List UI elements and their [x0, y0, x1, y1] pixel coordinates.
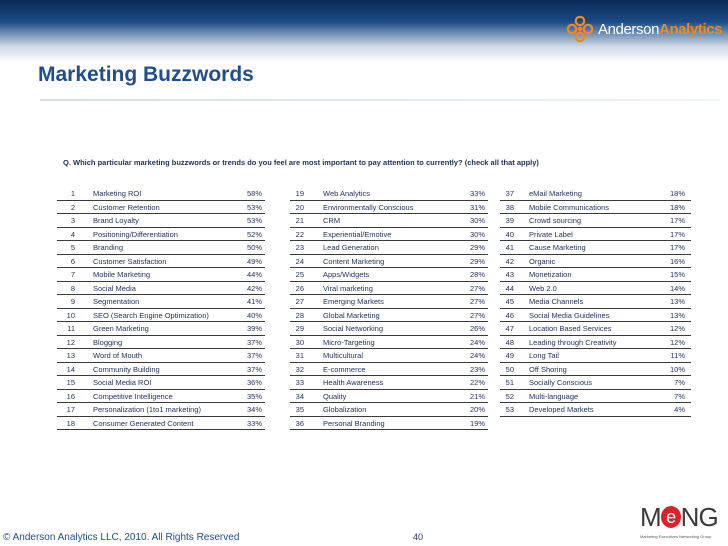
table-row	[290, 417, 488, 431]
buzzword-label: Global Marketing	[323, 310, 380, 320]
rank-number: 16	[66, 391, 75, 401]
buzzword-label: Personal Branding	[323, 418, 385, 428]
rank-number: 23	[295, 243, 304, 252]
buzzword-label: Web 2.0	[529, 283, 557, 293]
percentage-value: 4%	[674, 405, 685, 414]
percentage-value: 19%	[469, 418, 485, 428]
buzzword-label: Quality	[323, 391, 347, 401]
rank-number: 45	[505, 297, 514, 306]
table-row	[290, 201, 488, 215]
table-row	[57, 390, 265, 404]
buzzword-label: Media Channels	[529, 297, 584, 306]
buzzword-label: Branding	[93, 243, 124, 252]
table-row	[290, 214, 488, 228]
rank-number: 38	[505, 202, 514, 212]
buzzword-label: Web Analytics	[323, 189, 370, 198]
table-row	[290, 255, 488, 269]
rank-number: 24	[295, 256, 304, 266]
table-row	[57, 241, 265, 255]
percentage-value: 7%	[674, 391, 685, 401]
table-row	[57, 295, 265, 309]
buzzword-label: Apps/Widgets	[323, 270, 370, 279]
buzzword-label: Monetization	[529, 270, 572, 279]
table-row	[290, 295, 488, 309]
buzzword-label: Consumer Generated Content	[93, 418, 194, 428]
meng-wordmark: M e NG	[640, 502, 718, 532]
buzzword-label: SEO (Search Engine Optimization)	[93, 310, 209, 320]
rank-number: 34	[295, 391, 304, 401]
rank-number: 12	[66, 337, 75, 347]
rank-number: 11	[67, 324, 75, 333]
buzzword-label: Micro-Targeting	[323, 337, 375, 347]
buzzword-label: Segmentation	[93, 297, 140, 306]
table-row	[500, 201, 691, 215]
percentage-value: 13%	[669, 297, 685, 306]
buzzword-label: Customer Retention	[93, 202, 160, 212]
table-row	[500, 255, 691, 269]
table-row	[500, 268, 691, 282]
rank-number: 36	[295, 418, 304, 428]
buzzword-label: Private Label	[529, 229, 573, 239]
buzzword-label: Globalization	[323, 405, 367, 414]
table-row	[57, 187, 265, 201]
percentage-value: 7%	[674, 378, 685, 387]
table-row	[57, 201, 265, 215]
anderson-analytics-logo	[565, 12, 722, 46]
buzzword-label: Leading through Creativity	[529, 337, 617, 347]
page-number: 40	[413, 532, 424, 542]
buzzword-label: Developed Markets	[529, 405, 594, 414]
rank-number: 48	[505, 337, 514, 347]
buzzword-label: Viral marketing	[323, 283, 373, 293]
table-row	[500, 322, 691, 336]
percentage-value: 20%	[469, 405, 485, 414]
buzzword-label: Health Awareness	[323, 378, 384, 387]
percentage-value: 26%	[469, 324, 485, 333]
percentage-value: 40%	[246, 310, 262, 320]
percentage-value: 27%	[469, 310, 485, 320]
buzzword-label: Brand Loyalty	[93, 216, 139, 225]
percentage-value: 37%	[246, 364, 262, 374]
rank-number: 37	[505, 189, 514, 198]
rank-number: 30	[295, 337, 304, 347]
percentage-value: 12%	[669, 324, 685, 333]
table-row	[290, 376, 488, 390]
percentage-value: 31%	[469, 202, 485, 212]
table-row	[290, 241, 488, 255]
buzzword-label: Long Tail	[529, 351, 559, 360]
table-row	[290, 336, 488, 350]
buzzword-label: Blogging	[93, 337, 123, 347]
percentage-value: 12%	[669, 337, 685, 347]
rank-number: 31	[295, 351, 304, 360]
table-column-2	[290, 187, 488, 430]
buzzword-label: Personalization (1to1 marketing)	[93, 405, 201, 414]
percentage-value: 41%	[246, 297, 262, 306]
rank-number: 10	[66, 310, 75, 320]
percentage-value: 18%	[669, 202, 685, 212]
percentage-value: 17%	[669, 216, 685, 225]
buzzword-label: Organic	[529, 256, 556, 266]
table-row	[57, 268, 265, 282]
table-row	[500, 228, 691, 242]
table-row	[290, 403, 488, 417]
rank-number: 28	[295, 310, 304, 320]
rank-number: 25	[295, 270, 304, 279]
title-divider	[40, 99, 720, 101]
rank-number: 26	[295, 283, 304, 293]
rank-number: 40	[505, 229, 514, 239]
percentage-value: 35%	[246, 391, 262, 401]
logo-wordmark: AndersonAnalytics	[598, 20, 723, 38]
meng-e-icon: e	[661, 506, 681, 528]
buzzword-label: Competitive Intelligence	[93, 391, 173, 401]
rank-number: 29	[295, 324, 304, 333]
table-row	[57, 403, 265, 417]
buzzword-label: Environmentally Conscious	[323, 202, 414, 212]
buzzword-table	[57, 187, 691, 430]
page-title: Marketing Buzzwords	[38, 63, 254, 86]
percentage-value: 17%	[669, 243, 685, 252]
percentage-value: 15%	[669, 270, 685, 279]
rank-number: 53	[505, 405, 514, 414]
percentage-value: 27%	[469, 283, 485, 293]
table-row	[57, 417, 265, 431]
rank-number: 44	[505, 283, 514, 293]
buzzword-label: Experiential/Emotive	[323, 229, 392, 239]
percentage-value: 21%	[469, 391, 485, 401]
table-row	[290, 228, 488, 242]
flower-logo-icon	[565, 14, 595, 44]
percentage-value: 23%	[469, 364, 485, 374]
percentage-value: 33%	[469, 189, 485, 198]
rank-number: 49	[505, 351, 514, 360]
rank-number: 15	[66, 378, 75, 387]
percentage-value: 17%	[669, 229, 685, 239]
percentage-value: 28%	[469, 270, 485, 279]
table-column-1	[57, 187, 265, 430]
percentage-value: 52%	[246, 229, 262, 239]
rank-number: 21	[295, 216, 304, 225]
percentage-value: 34%	[246, 405, 262, 414]
percentage-value: 30%	[469, 229, 485, 239]
rank-number: 9	[70, 297, 75, 306]
percentage-value: 27%	[469, 297, 485, 306]
buzzword-label: E-commerce	[323, 364, 366, 374]
buzzword-label: eMail Marketing	[529, 189, 582, 198]
table-row	[290, 282, 488, 296]
rank-number: 8	[70, 283, 75, 293]
table-row	[57, 282, 265, 296]
table-row	[500, 390, 691, 404]
percentage-value: 53%	[246, 202, 262, 212]
rank-number: 22	[295, 229, 304, 239]
rank-number: 19	[295, 189, 304, 198]
table-row	[57, 309, 265, 323]
buzzword-label: Customer Satisfaction	[93, 256, 167, 266]
table-row	[500, 187, 691, 201]
table-column-3	[500, 187, 691, 430]
rank-number: 4	[70, 229, 75, 239]
percentage-value: 24%	[469, 337, 485, 347]
buzzword-label: Social Media Guidelines	[529, 310, 610, 320]
table-row	[57, 363, 265, 377]
buzzword-label: Content Marketing	[323, 256, 385, 266]
rank-number: 41	[505, 243, 514, 252]
rank-number: 7	[70, 270, 75, 279]
table-row	[57, 376, 265, 390]
rank-number: 13	[66, 351, 75, 360]
percentage-value: 24%	[469, 351, 485, 360]
rank-number: 32	[295, 364, 304, 374]
meng-tagline: Marketing Executives Networking Group	[640, 534, 712, 539]
table-row	[500, 336, 691, 350]
table-row	[500, 241, 691, 255]
percentage-value: 37%	[246, 337, 262, 347]
percentage-value: 13%	[669, 310, 685, 320]
buzzword-label: Social Media ROI	[93, 378, 152, 387]
rank-number: 27	[295, 297, 304, 306]
table-row	[290, 187, 488, 201]
percentage-value: 58%	[246, 189, 262, 198]
percentage-value: 44%	[246, 270, 262, 279]
table-row	[500, 214, 691, 228]
rank-number: 39	[505, 216, 514, 225]
buzzword-label: Word of Mouth	[93, 351, 143, 360]
rank-number: 14	[66, 364, 75, 374]
rank-number: 5	[70, 243, 75, 252]
percentage-value: 49%	[246, 256, 262, 266]
meng-logo	[640, 502, 728, 546]
rank-number: 17	[66, 405, 75, 414]
buzzword-label: Location Based Services	[529, 324, 612, 333]
buzzword-label: Multi-language	[529, 391, 579, 401]
rank-number: 47	[505, 324, 514, 333]
rank-number: 6	[70, 256, 75, 266]
percentage-value: 30%	[469, 216, 485, 225]
table-row	[500, 282, 691, 296]
percentage-value: 14%	[669, 283, 685, 293]
table-row	[500, 363, 691, 377]
table-row	[57, 322, 265, 336]
table-row	[500, 403, 691, 417]
percentage-value: 36%	[246, 378, 262, 387]
buzzword-label: Marketing ROI	[93, 189, 142, 198]
buzzword-label: Positioning/Differentiation	[93, 229, 178, 239]
rank-number: 1	[70, 189, 75, 198]
table-row	[500, 376, 691, 390]
buzzword-label: Community Building	[93, 364, 160, 374]
rank-number: 42	[505, 256, 514, 266]
table-row	[57, 228, 265, 242]
table-row	[290, 309, 488, 323]
percentage-value: 37%	[246, 351, 262, 360]
table-row	[57, 349, 265, 363]
rank-number: 43	[505, 270, 514, 279]
rank-number: 50	[505, 364, 514, 374]
percentage-value: 11%	[670, 351, 685, 360]
table-row	[500, 349, 691, 363]
rank-number: 52	[505, 391, 514, 401]
buzzword-label: Emerging Markets	[323, 297, 384, 306]
percentage-value: 16%	[669, 256, 685, 266]
copyright-text: © Anderson Analytics LLC, 2010. All Rights Reserved	[3, 532, 240, 543]
percentage-value: 42%	[246, 283, 262, 293]
rank-number: 20	[295, 202, 304, 212]
table-row	[500, 309, 691, 323]
table-row	[57, 336, 265, 350]
rank-number: 18	[66, 418, 75, 428]
table-row	[500, 295, 691, 309]
buzzword-label: Social Networking	[323, 324, 384, 333]
buzzword-label: Cause Marketing	[529, 243, 586, 252]
percentage-value: 29%	[469, 256, 485, 266]
table-row	[57, 255, 265, 269]
buzzword-label: Mobile Communications	[529, 202, 610, 212]
percentage-value: 18%	[669, 189, 685, 198]
table-row	[57, 214, 265, 228]
rank-number: 35	[295, 405, 304, 414]
survey-question: Q. Which particular marketing buzzwords or trends do you feel are most important to pay attention to currently? (check all that apply)	[63, 158, 539, 167]
percentage-value: 50%	[246, 243, 262, 252]
buzzword-label: Crowd sourcing	[529, 216, 582, 225]
buzzword-label: Green Marketing	[93, 324, 149, 333]
table-row	[290, 390, 488, 404]
buzzword-label: CRM	[323, 216, 341, 225]
buzzword-label: Off Shoring	[529, 364, 567, 374]
table-row	[290, 349, 488, 363]
buzzword-label: Lead Generation	[323, 243, 379, 252]
percentage-value: 33%	[246, 418, 262, 428]
percentage-value: 29%	[469, 243, 485, 252]
rank-number: 33	[295, 378, 304, 387]
rank-number: 46	[505, 310, 514, 320]
buzzword-label: Mobile Marketing	[93, 270, 151, 279]
percentage-value: 10%	[669, 364, 685, 374]
table-row	[290, 363, 488, 377]
percentage-value: 22%	[469, 378, 485, 387]
rank-number: 51	[505, 378, 514, 387]
rank-number: 2	[70, 202, 75, 212]
percentage-value: 53%	[246, 216, 262, 225]
rank-number: 3	[70, 216, 75, 225]
buzzword-label: Multicultural	[323, 351, 364, 360]
percentage-value: 39%	[246, 324, 262, 333]
table-row	[290, 322, 488, 336]
buzzword-label: Socially Conscious	[529, 378, 592, 387]
buzzword-label: Social Media	[93, 283, 136, 293]
table-row	[290, 268, 488, 282]
